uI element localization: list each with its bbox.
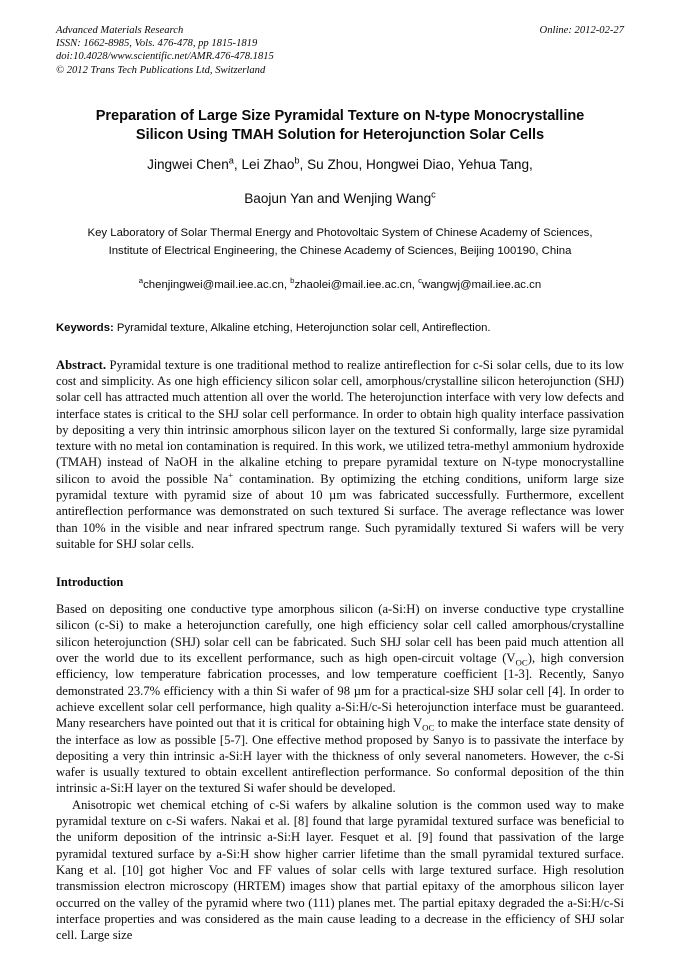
- email-marker-b: b: [290, 275, 295, 285]
- author-list-line-2: [56, 189, 624, 208]
- email-address[interactable]: zhaolei@mail.iee.ac.cn,: [294, 278, 419, 291]
- title-block: [56, 107, 624, 293]
- affiliation-line-3: China: [541, 245, 572, 258]
- doi-line: doi:10.4028/www.scientific.net/AMR.476-478.1815: [56, 51, 274, 63]
- section-heading-introduction: Introduction: [56, 575, 124, 590]
- introduction-paragraph-1: [56, 601, 624, 797]
- abstract-text-part-1: Pyramidal texture is one traditional method to realize antireflection for c-Si solar cells, due to its low cost and simplicity. As one high efficiency silicon solar cell, amorphous/crystalline silicon heterojunction (SHJ) solar cell has attracted much attention all over the world. The heterojunction interface with very low defects and interface states is critical to the SHJ solar cell performance. In order to obtain high quality interface passivation by depositing a very thin intrinsic amorphous silicon layer on the textured Si conformally, large size pyramidal texture with no metal ion contamination is required. In this work, we utilized tetra-methyl ammonium hydroxide (TMAH) instead of NaOH in the alkaline etching to prepare pyramidal texture on N-type monocrystalline silicon to avoid the possible Na: [56, 357, 624, 486]
- journal-header: [56, 24, 624, 77]
- copyright-line: © 2012 Trans Tech Publications Ltd, Switzerland: [56, 64, 266, 76]
- author-name: Jingwei Chen: [147, 156, 229, 172]
- keywords-line: [56, 321, 624, 336]
- introduction-paragraph-2: Anisotropic wet chemical etching of c-Si wafers by alkaline solution is the common used way to make pyramidal texture on c-Si wafers. Nakai et al. [8] found that large pyramidal textured surface was beneficial to the uniform deposition of the intrinsic a-Si:H layer. Fesquet et al. [9] found that passivation of the large pyramidal textured surface by a-Si:H show higher carrier lifetime than the small pyramidal textured surface. Kang et al. [10] got higher Voc and FF values of solar cells with large textured surface. High resolution transmission electron microscopy (HRTEM) images show that partial epitaxy of the amorphous silicon layer occurred on the valley of the pyramid where two (111) planes met. The partial epitaxy degraded the a-Si:H/c-Si interface properties and was considered as the main cause leading to a decrease in the efficiency of SHJ solar cell. Large size: [56, 797, 624, 943]
- page-title: [56, 107, 624, 146]
- paper-title-line-1: Preparation of Large Size Pyramidal Texture on N-type Monocrystalline: [95, 107, 585, 124]
- author-affiliation-marker: c: [431, 189, 436, 200]
- intro-text-part-3: to make the interface state density of the interface as low as possible [5-7]. One effective method proposed by Sanyo is to passivate the interface by depositing a very thin intrinsic a-Si:H layer with the thickness of only several nanometers. However, the c-Si wafer is usually textured to obtain excellent antireflection performance. So conformal deposition of the thin intrinsic a-Si:H layer on the textured Si wafer should be developed.: [56, 716, 625, 796]
- author-name: , Lei Zhao: [233, 156, 295, 172]
- keywords-label: Keywords:: [56, 321, 114, 334]
- abstract-label: Abstract.: [56, 357, 107, 372]
- author-names: , Su Zhou, Hongwei Diao, Yehua Tang,: [299, 156, 533, 172]
- abstract-paragraph: [56, 357, 624, 553]
- affiliation-block: [56, 224, 624, 261]
- intro-text-part-1: Based on depositing one conductive type amorphous silicon (a-Si:H) on inverse conductive type crystalline silicon (c-Si) to make a heterojunction carefully, one high efficiency solar cell called amorphous/crystalline silicon heterojunction (SHJ) solar cell can be fabricated. Such SHJ solar cell has been paid much attention all over the world due to its excellent performance, such as high open-circuit voltage (V: [56, 602, 624, 666]
- author-name: Baojun Yan and Wenjing Wang: [244, 190, 432, 206]
- voc-subscript: OC: [422, 722, 435, 733]
- journal-name: Advanced Materials Research: [56, 25, 184, 36]
- author-list-line-1: [56, 155, 624, 174]
- online-publication-date: Online: 2012-02-27: [539, 25, 624, 36]
- author-affiliation-marker: a: [228, 155, 234, 166]
- email-marker-c: c: [418, 275, 422, 285]
- author-affiliation-marker: b: [294, 155, 300, 166]
- affiliation-line-2: Sciences, Institute of Electrical Engineering, the Chinese Academy of Sciences, Beijing 100190,: [108, 226, 593, 258]
- email-marker-a: a: [138, 275, 144, 285]
- voc-subscript: OC: [515, 657, 528, 668]
- sodium-ion-charge-superscript: +: [228, 469, 234, 480]
- paper-title-line-2: Silicon Using TMAH Solution for Heterojunction Solar Cells: [135, 127, 545, 144]
- affiliation-line-1: Key Laboratory of Solar Thermal Energy and Photovoltaic System of Chinese Academy of: [87, 226, 540, 239]
- author-emails: [56, 277, 624, 293]
- email-address[interactable]: wangwj@mail.iee.ac.cn: [422, 278, 542, 291]
- email-address[interactable]: chenjingwei@mail.iee.ac.cn,: [143, 278, 291, 291]
- intro-text-part-2: ), high conversion efficiency, low temperature fabrication processes, and low temperature coefficient [1-3]. Recently, Sanyo demonstrated 23.7% efficiency with a thin Si wafer of 98 µm for a practical-size SHJ solar cell [4]. In order to achieve excellent solar cell performance, high quality a-Si:H/c-Si heterojunction interface must be guaranteed. Many researchers have pointed out that it is critical for obtaining high V: [56, 651, 624, 731]
- keywords-text: Pyramidal texture, Alkaline etching, Heterojunction solar cell, Antireflection.: [113, 321, 491, 334]
- issn-volume-pages: ISSN: 1662-8985, Vols. 476-478, pp 1815-1819: [56, 38, 258, 50]
- abstract-text-part-2: contamination. By optimizing the etching conditions, uniform large size pyramidal texture with pyramid size of about 10 µm was fabricated successfully. Furthermore, excellent antireflection performance was demonstrated on such textured Si surface. The average reflectance was lower than 10% in the visible and near infrared spectrum range. Such pyramidally textured Si wafers will be very suitable for SHJ solar cells.: [56, 471, 624, 551]
